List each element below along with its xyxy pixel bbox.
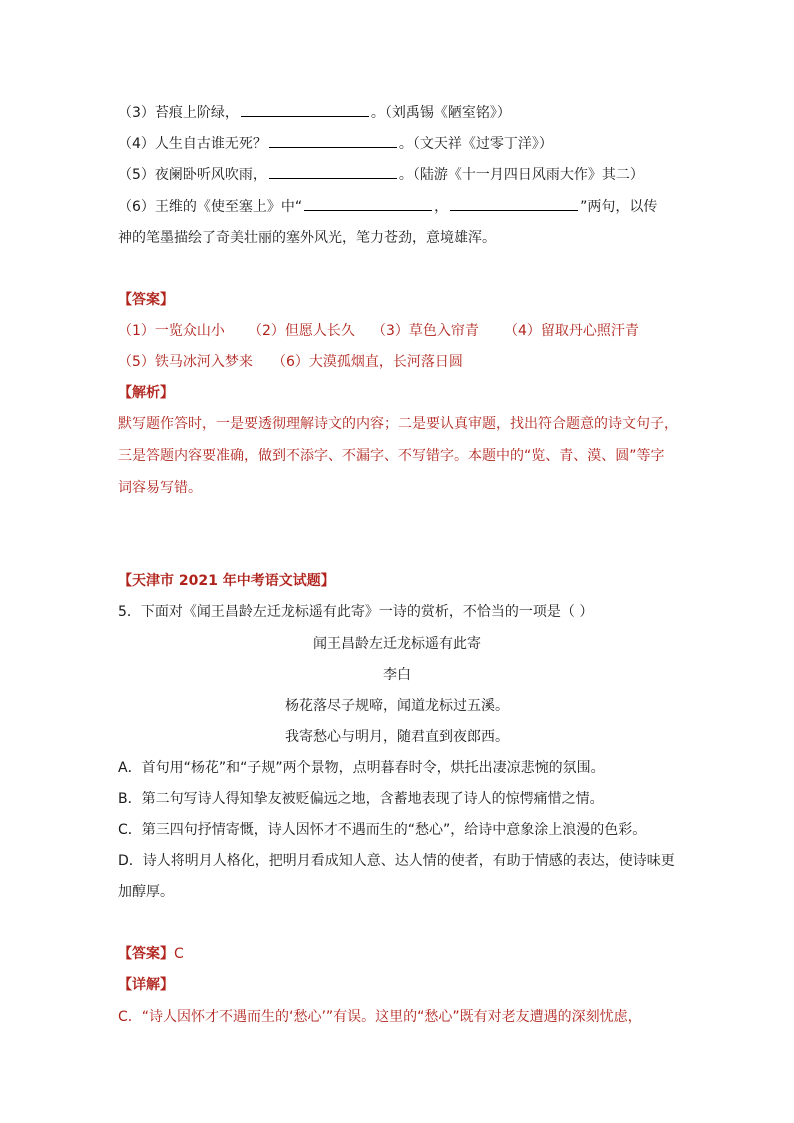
answer-item-5: （5）铁马冰河入梦来	[118, 354, 253, 370]
option-d-continued: 加醇厚。	[118, 884, 174, 900]
poem-title: 闻王昌龄左迁龙标遥有此寄	[313, 636, 481, 652]
analysis-line: 默写题作答时，一是要透彻理解诗文的内容；二是要认真审题，找出符合题意的诗文句子，	[118, 416, 678, 432]
question-5-stem: 5．下面对《闻王昌龄左迁龙标遥有此寄》一诗的赏析，不恰当的一项是（ ）	[118, 604, 594, 620]
q4-answer-blank[interactable]	[269, 133, 397, 148]
answer-item-2: （2）但愿人长久	[248, 323, 355, 339]
option-b[interactable]: B．第二句写诗人得知挚友被贬偏远之地，含蓄地表现了诗人的惊愕痛惜之情。	[118, 791, 604, 807]
question-4	[118, 133, 553, 154]
answer-row-1	[118, 321, 639, 341]
question-6	[118, 196, 657, 217]
option-d[interactable]: D．诗人将明月人格化，把明月看成知人意、达人情的使者，有助于情感的表达，使诗味更	[118, 853, 675, 869]
q6-answer-blank-2[interactable]	[450, 196, 578, 211]
option-c[interactable]: C．第三四句抒情寄慨，诗人因怀才不遇而生的“愁心”，给诗中意象涂上浪漫的色彩。	[118, 822, 647, 838]
q5-answer-blank[interactable]	[269, 164, 397, 179]
answer-item-1: （1）一览众山小	[118, 323, 225, 339]
option-a[interactable]: A．首句用“杨花”和“子规”两个景物，点明暮春时令，烘托出凄凉悲惋的氛围。	[118, 760, 605, 776]
q6-answer-blank-1[interactable]	[304, 196, 432, 211]
q6-suffix: ”两句，以传	[580, 199, 658, 215]
poem-line: 杨花落尽子规啼，闻道龙标过五溪。	[285, 698, 509, 714]
answer-item-3: （3）草色入帘青	[372, 323, 479, 339]
poem-author: 李白	[383, 667, 411, 683]
q4-prefix: （4）人生自古谁无死？	[118, 136, 267, 152]
question-5	[118, 164, 644, 185]
q4-suffix: 。（文天祥《过零丁洋》）	[398, 136, 553, 152]
q5-suffix: 。（陆游《十一月四日风雨大作》其二）	[398, 167, 644, 183]
q6-prefix: （6）王维的《使至塞上》中“	[118, 199, 303, 215]
detail-header: 【详解】	[118, 977, 174, 993]
q5-prefix: （5）夜阑卧听风吹雨，	[118, 167, 267, 183]
analysis-line: 词容易写错。	[118, 480, 202, 496]
q3-suffix: 。（刘禹锡《陋室铭》）	[370, 105, 511, 121]
analysis-line: 三是答题内容要准确，做到不添字、不漏字、不写错字。本题中的“览、青、漠、圆”等字	[118, 448, 665, 464]
detail-line: C．“诗人因怀才不遇而生的‘愁心’”有误。这里的“愁心”既有对老友遭遇的深刻忧虑，	[118, 1009, 642, 1025]
q3-answer-blank[interactable]	[241, 102, 369, 117]
answer2-row	[118, 944, 184, 964]
answer2-header: 【答案】	[118, 946, 174, 962]
answer-header: 【答案】	[118, 292, 174, 308]
answer-item-4: （4）留取丹心照汗青	[504, 323, 639, 339]
question-6-line2: 神的笔墨描绘了奇美壮丽的塞外风光，笔力苍劲，意境雄浑。	[118, 230, 496, 246]
q3-prefix: （3）苔痕上阶绿，	[118, 105, 239, 121]
answer2-value: C	[174, 946, 184, 962]
analysis-header: 【解析】	[118, 385, 174, 401]
source-header: 【天津市 2021 年中考语文试题】	[118, 573, 335, 589]
answer-row-2	[118, 352, 463, 372]
poem-line: 我寄愁心与明月，随君直到夜郎西。	[285, 729, 509, 745]
answer-item-6: （6）大漠孤烟直，长河落日圆	[272, 354, 463, 370]
q6-mid: ，	[434, 199, 449, 215]
question-3	[118, 102, 511, 123]
